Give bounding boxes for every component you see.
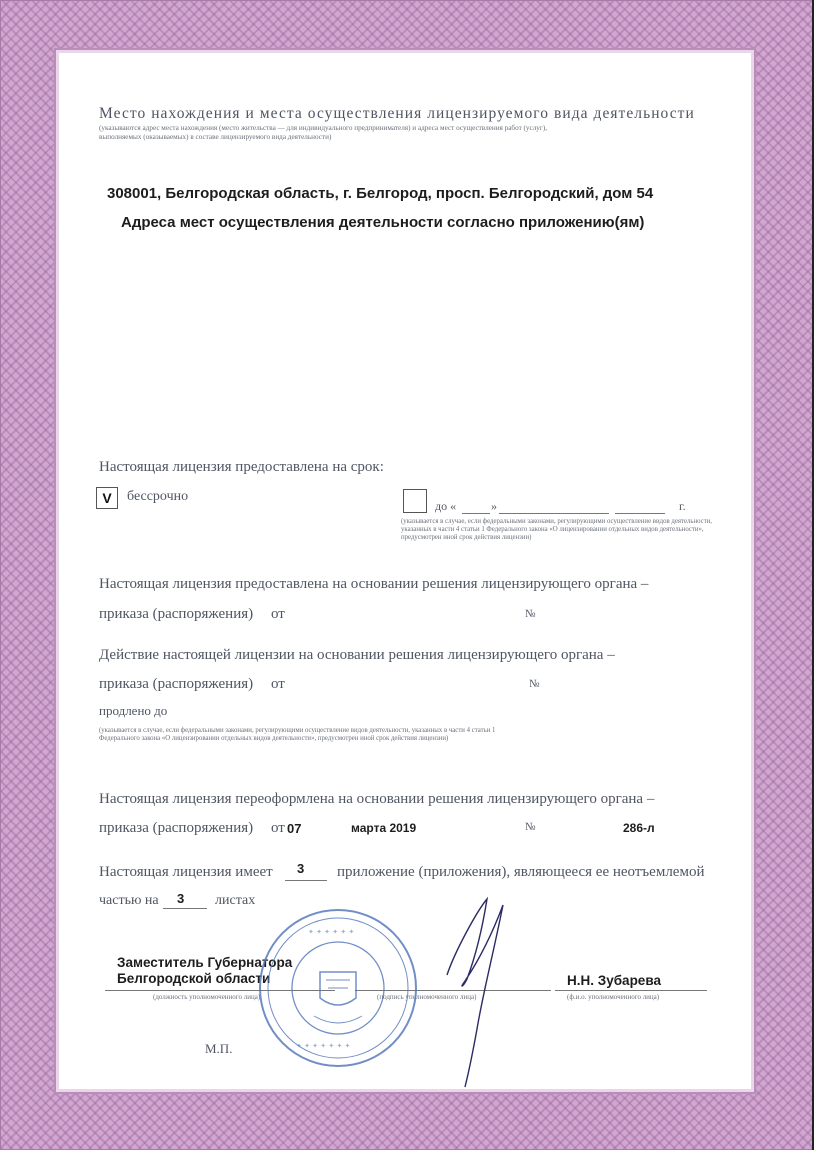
reissue-number: 286-л (623, 821, 655, 835)
extension-number-label: № (529, 678, 540, 690)
extension-from-label: от (271, 676, 285, 692)
address-line-1: 308001, Белгородская область, г. Белгород, просп. Белгородский, дом 54 (107, 185, 654, 202)
extension-note: (указывается в случае, если федеральными законами, регулирующими осуществление видов деятельности, указанных в части 4 статьи 1 Федерального закона «О лицензировании отдельных видов деятельности», предусмотрен иной срок действия лицензии) (99, 727, 496, 743)
header-note-2: выполняемых (оказываемых) в составе лицензируемого вида деятельности) (99, 133, 332, 141)
reissue-order-label: приказа (распоряжения) (99, 820, 254, 836)
attachments-sheets: 3 (177, 891, 185, 906)
reissue-line-1: Настоящая лицензия переоформлена на основании решения лицензирующего органа – (99, 791, 655, 807)
scan-edge (812, 0, 814, 1150)
basis-order-label: приказа (распоряжения) (99, 606, 254, 622)
until-label: до « (435, 499, 457, 513)
svg-text:✦ ✦ ✦ ✦ ✦ ✦: ✦ ✦ ✦ ✦ ✦ ✦ (308, 928, 355, 936)
extension-line-1: Действие настоящей лицензии на основании решения лицензирующего органа – (99, 647, 615, 663)
attachments-sheets-label: листах (215, 893, 256, 908)
attachments-prefix: Настоящая лицензия имеет (99, 864, 273, 880)
until-quote-close: » (491, 499, 497, 513)
attachments-count-line (285, 880, 327, 881)
indefinite-checkbox[interactable] (96, 487, 118, 509)
signer-position-1: Заместитель Губернатора (117, 955, 293, 970)
stamp-place-label: М.П. (205, 1041, 233, 1056)
reissue-number-label: № (525, 821, 536, 833)
name-caption: (ф.и.о. уполномоченного лица) (567, 993, 660, 1001)
attachments-part-prefix: частью на (99, 893, 159, 908)
basis-number-label: № (525, 608, 536, 620)
reissue-day: 07 (287, 821, 302, 836)
signer-name: Н.Н. Зубарева (567, 973, 661, 988)
attachments-sheets-line (163, 908, 207, 909)
indefinite-check-mark: V (102, 490, 112, 506)
term-note: (указывается в случае, если федеральными законами, регулирующими осуществление видов деятельности, указанных в части 4 статьи 1 Федерального закона «О лицензировании отдельных видов деятельности», предусмотрен иной срок действия лицензии) (401, 518, 713, 542)
address-line-2: Адреса мест осуществления деятельности согласно приложению(ям) (121, 214, 645, 231)
handwritten-signature (429, 893, 519, 1093)
attachments-suffix: приложение (приложения), являющееся ее неотъемлемой (337, 864, 705, 880)
extension-order-label: приказа (распоряжения) (99, 676, 254, 692)
document-body (59, 53, 751, 1089)
header-title: Место нахождения и места осуществления лицензируемого вида деятельности (99, 105, 695, 122)
reissue-month-year: марта 2019 (351, 821, 417, 835)
basis-from-label: от (271, 606, 285, 622)
signature-caption: (подпись уполномоченного лица) (377, 993, 477, 1001)
term-label: Настоящая лицензия предоставлена на срок: (99, 459, 384, 475)
until-day-line (462, 513, 490, 514)
official-stamp (256, 906, 420, 1070)
until-year-line (615, 513, 665, 514)
name-line (555, 990, 707, 991)
signer-position-2: Белгородской области (117, 971, 271, 986)
until-year-suffix: г. (679, 499, 686, 513)
until-month-line (499, 513, 609, 514)
extended-until-label: продлено до (99, 703, 168, 718)
position-caption: (должность уполномоченного лица) (153, 993, 261, 1001)
svg-text:✦ ✦ ✦ ✦ ✦ ✦ ✦: ✦ ✦ ✦ ✦ ✦ ✦ ✦ (296, 1042, 351, 1050)
attachments-count: 3 (297, 861, 305, 876)
until-checkbox[interactable] (403, 489, 427, 513)
basis-line-1: Настоящая лицензия предоставлена на основании решения лицензирующего органа – (99, 576, 649, 592)
header-note-1: (указываются адрес места нахождения (место жительства — для индивидуального предпринимателя) и адреса мест осуществления работ (услуг), (99, 124, 548, 132)
indefinite-label: бессрочно (127, 489, 189, 504)
reissue-from-label: от (271, 820, 285, 836)
